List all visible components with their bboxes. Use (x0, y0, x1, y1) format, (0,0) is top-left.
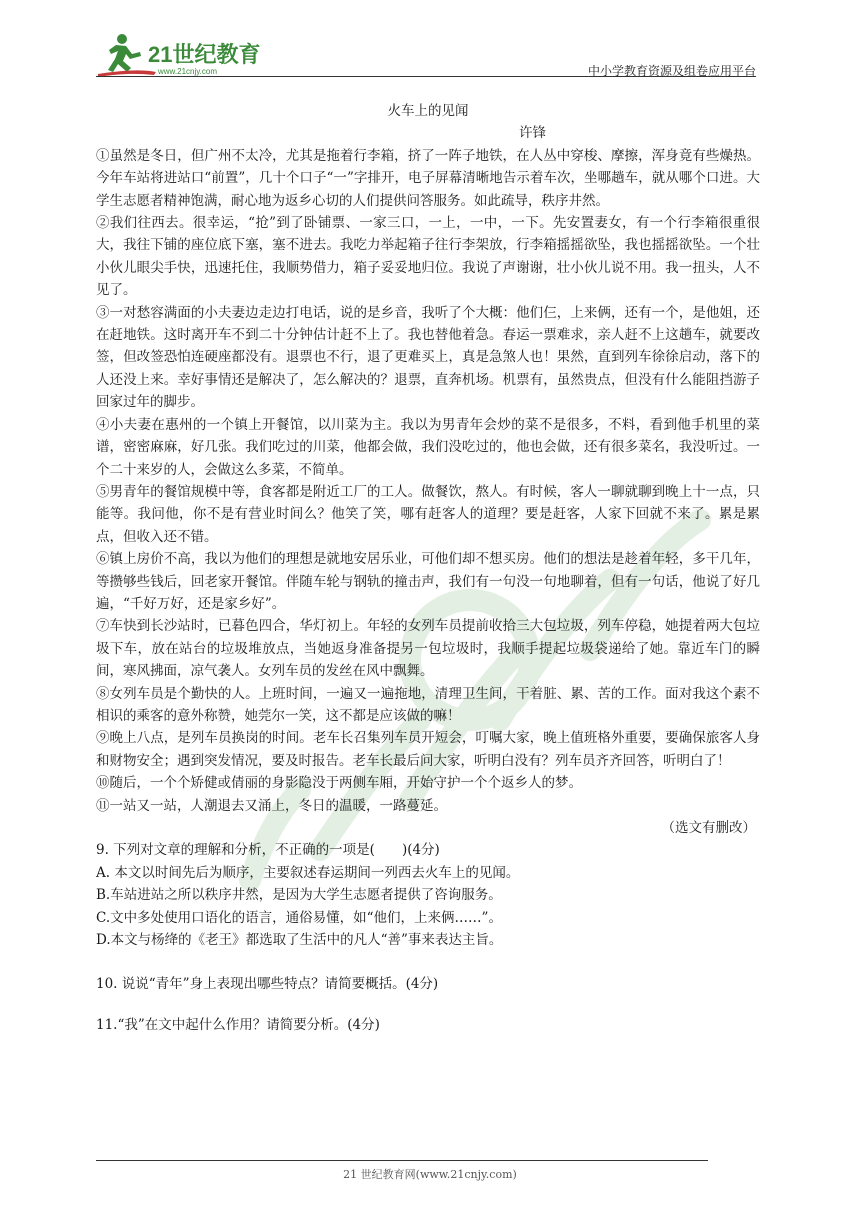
question-9-option-c: C.文中多处使用口语化的语言，通俗易懂，如“他们，上来俩……”。 (96, 909, 502, 926)
question-9-option-b: B.车站进站之所以秩序井然，是因为大学生志愿者提供了咨询服务。 (96, 887, 502, 904)
paragraph-5: ⑤男青年的餐馆规模中等，食客都是附近工厂的工人。做餐饮，熬人。有时候，客人一聊就聊到晚上十一点，只能等。我问他，你不是有营业时间么？他笑了笑，哪有赶客人的道理？要是赶客，人家下回就不来了。累是累点，但收入还不错。 (96, 483, 760, 545)
footer-text: 21 世纪教育网(www.21cnjy.com) (343, 1168, 517, 1181)
paragraph-6: ⑥镇上房价不高，我以为他们的理想是就地安居乐业，可他们却不想买房。他们的想法是趁着年轻，多干几年，等攒够些钱后，回老家开餐馆。伴随车轮与钢轨的撞击声，我们有一句没一句地聊着，但有一句话，他说了好几遍，“千好万好，还是家乡好”。 (96, 551, 760, 612)
article-title: 火车上的见闻 (387, 103, 469, 119)
footer-divider (96, 1160, 708, 1161)
paragraph-8: ⑧女列车员是个勤快的人。上班时间，一遍又一遍拖地，清理卫生间，干着脏、累、苦的工作。面对我这个素不相识的乘客的意外称赞，她莞尔一笑，这不都是应该做的嘛！ (96, 685, 760, 724)
paragraph-7: ⑦车快到长沙站时，已暮色四合，华灯初上。年轻的女列车员提前收拾三大包垃圾，列车停稳，她提着两大包垃圾下车，放在站台的垃圾堆放点，当她返身准备提另一包垃圾时，我顺手提起垃圾袋递给了她。靠近车门的瞬间，寒风拂面，凉气袭人。女列车员的发丝在风中飘舞。 (96, 618, 760, 680)
spacer (96, 996, 760, 1014)
paragraph-3: ③一对愁容满面的小夫妻边走边打电话，说的是乡音，我听了个大概：他们仨，上来俩，还有一个，是他姐，还在赶地铁。这时离开车不到二十分钟估计赶不上了。我也替他着急。春运一票难求，亲人赶不上这趟车，就要改签，但改签恐怕连硬座都没有。退票也不行，退了更难买上，真是急煞人也！果然，直到列车徐徐启动，落下的人还没上来。幸好事情还是解决了，怎么解决的？退票，直奔机场。机票有，虽然贵点，但没有什么能阻挡游子回家过年的脚步。 (96, 304, 760, 411)
paragraph-10: ⑩随后，一个个矫健或倩丽的身影隐没于两侧车厢，开始守护一个个返乡人的梦。 (96, 775, 582, 792)
question-9-option-a: A. 本文以时间先后为顺序，主要叙述春运期间一列西去火车上的见闻。 (96, 864, 520, 881)
paragraph-4: ④小夫妻在惠州的一个镇上开餐馆，以川菜为主。我以为男青年会炒的菜不是很多，不料，看到他手机里的菜谱，密密麻麻，好几张。我们吃过的川菜，他都会做，我们没吃过的，他也会做，还有很多菜名，我没听过。一个二十来岁的人，会做这么多菜，不简单。 (96, 416, 760, 478)
question-10: 10. 说说“青年”身上表现出哪些特点？请简要概括。(4分) (96, 976, 439, 993)
logo-url: www.21cnjy.com (158, 67, 217, 76)
spacer (96, 951, 760, 973)
platform-name: 中小学教育资源及组卷应用平台 (587, 64, 756, 78)
page-header (96, 30, 756, 82)
paragraph-9: ⑨晚上八点，是列车员换岗的时间。老车长召集列车员开短会，叮嘱大家，晚上值班格外重要，要确保旅客人身和财物安全；遇到突发情况，要及时报告。老车长最后问大家，听明白没有？列车员齐齐回答，听明白了！ (96, 730, 760, 769)
question-9-stem: 9. 下列对文章的理解和分析，不正确的一项是( )(4分) (96, 842, 440, 859)
question-11: 11.“我”在文中起什么作用？请简要分析。(4分) (96, 1016, 380, 1033)
question-9-option-d: D.本文与杨绛的《老王》都选取了生活中的凡人“善”事来表达主旨。 (96, 932, 503, 949)
logo-text: 21世纪教育 (148, 42, 261, 67)
document-body (96, 100, 760, 1036)
paragraph-2: ②我们往西去。很幸运，“抢”到了卧铺票、一家三口，一上，一中，一下。先安置妻女，有一个行李箱很重很大，我往下铺的座位底下塞，塞不进去。我吃力举起箱子往行李架放，行李箱摇摇欲坠，我也摇摇欲坠。一个壮小伙儿眼尖手快，迅速托住，我顺势借力，箱子妥妥地归位。我说了声谢谢，壮小伙儿说不用。我一扭头，人不见了。 (96, 215, 760, 299)
header-divider (96, 76, 756, 77)
paragraph-11: ⑪一站又一站，人潮退去又涌上，冬日的温暖，一路蔓延。 (96, 797, 447, 814)
source-note: （选文有删改） (661, 820, 756, 836)
article-author: 许锋 (519, 125, 546, 142)
paragraph-1: ①虽然是冬日，但广州不太冷，尤其是拖着行李箱，挤了一阵子地铁，在人丛中穿梭、摩擦，浑身竟有些燥热。今年车站将进站口“前置”，几十个口子“一”字排开，电子屏幕清晰地告示着车次，坐哪趟车，就从哪个口进。大学生志愿者精神饱满，耐心地为返乡心切的人们提供问答服务。如此疏导，秩序井然。 (96, 147, 760, 209)
logo (96, 30, 266, 80)
